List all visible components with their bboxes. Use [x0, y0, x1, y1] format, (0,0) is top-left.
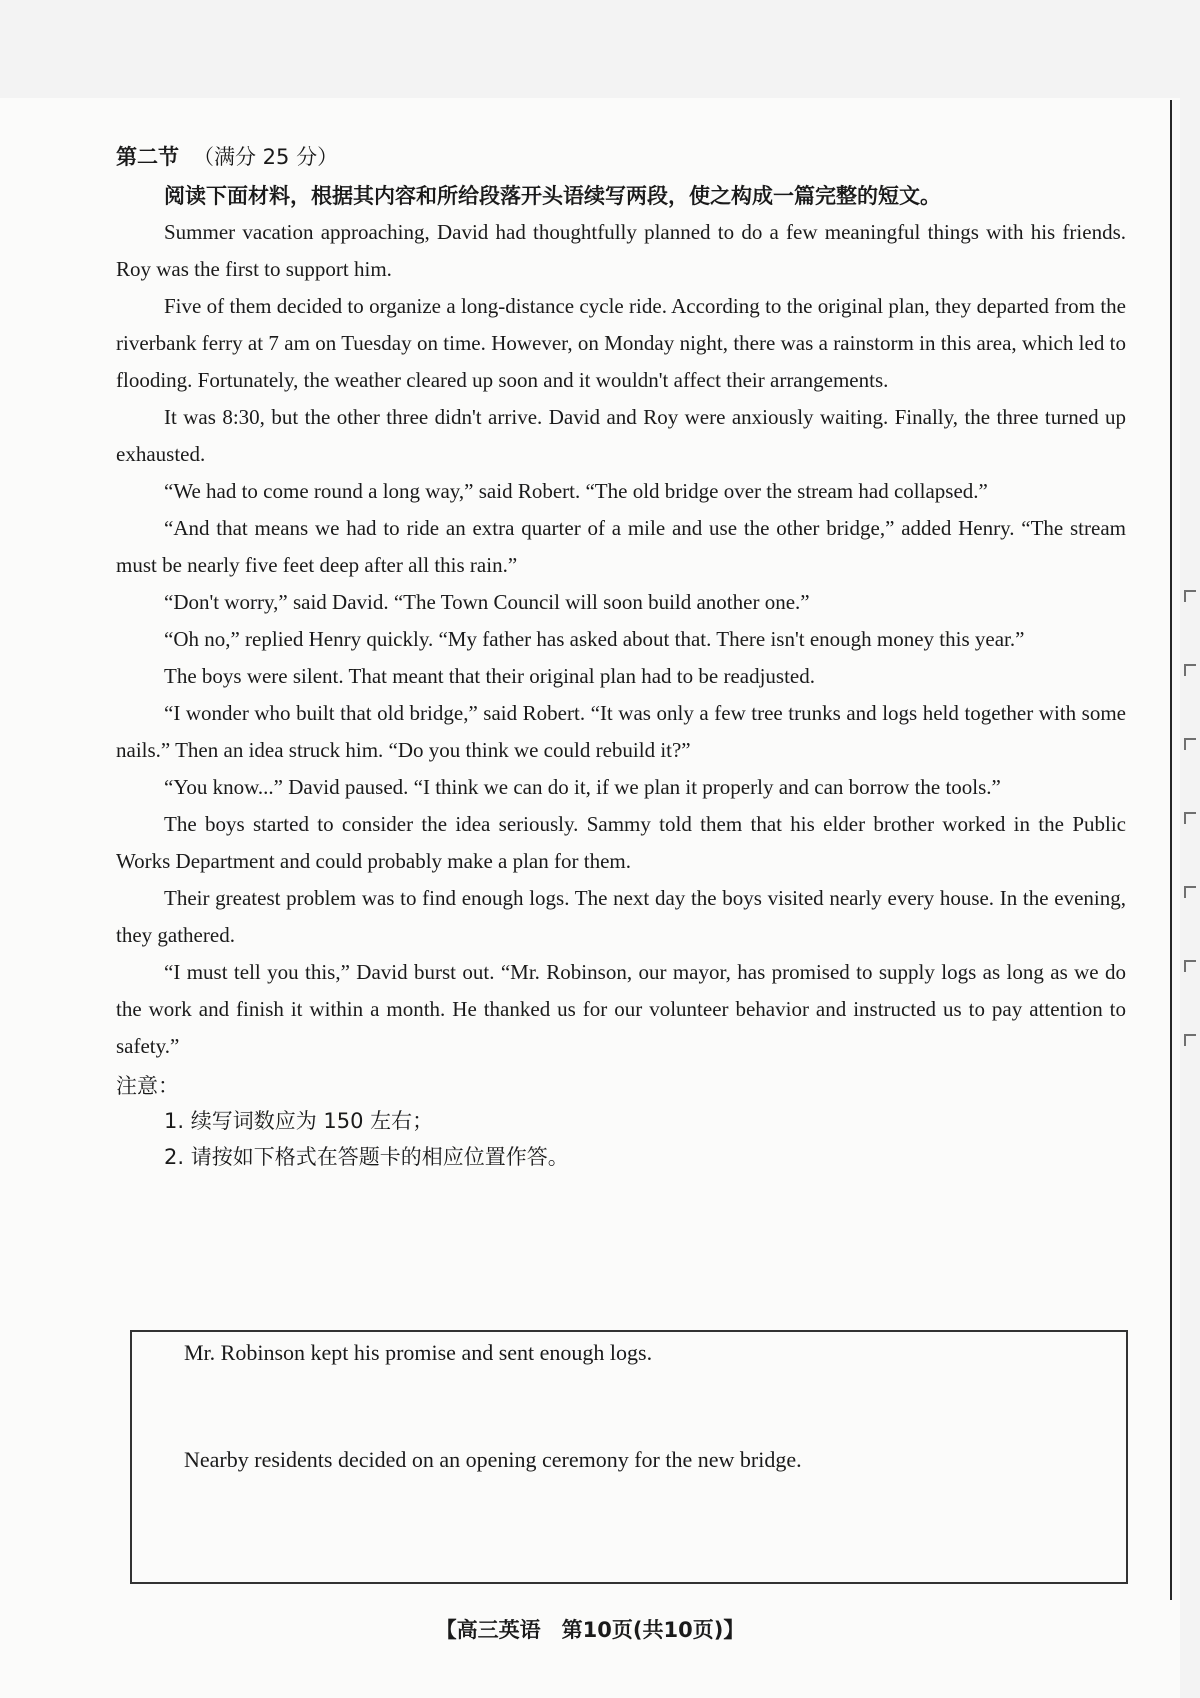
page-footer: 【高三英语 第10页(共10页)】 — [435, 1618, 745, 1642]
story-paragraph: “I wonder who built that old bridge,” said Robert. “It was only a few tree trunks and logs held together with some nails.” Then an idea struck him. “Do you think we could rebuild it?” — [116, 701, 1126, 762]
story-paragraph: “Oh no,” replied Henry quickly. “My father has asked about that. There isn't enough money this year.” — [164, 627, 1025, 651]
continuation-opening-2: Nearby residents decided on an opening ceremony for the new bridge. — [184, 1447, 802, 1472]
margin-mark — [1184, 812, 1196, 824]
exam-content — [116, 142, 1126, 1175]
story-paragraph: It was 8:30, but the other three didn't arrive. David and Roy were anxiously waiting. Finally, the three turned up exhausted. — [116, 405, 1126, 466]
continuation-opening-1: Mr. Robinson kept his promise and sent enough logs. — [184, 1340, 653, 1365]
section-title: 第二节 — [116, 145, 179, 169]
margin-mark — [1184, 738, 1196, 750]
section-heading — [116, 142, 1126, 172]
margin-marks — [1184, 590, 1200, 1108]
margin-mark — [1184, 1034, 1196, 1046]
margin-mark — [1184, 886, 1196, 898]
story-paragraph: “Don't worry,” said David. “The Town Council will soon build another one.” — [164, 590, 810, 614]
story-paragraph: “I must tell you this,” David burst out. “Mr. Robinson, our mayor, has promised to supply logs as long as we do the work and finish it within a month. He thanked us for our volunteer behavior and instructed us to pay attention to safety.” — [116, 960, 1126, 1058]
page-right-border — [1170, 100, 1172, 1600]
section-score: （满分 25 分） — [193, 145, 339, 169]
margin-mark — [1184, 960, 1196, 972]
story-paragraph: Five of them decided to organize a long-distance cycle ride. According to the original plan, they departed from the riverbank ferry at 7 am on Tuesday on time. However, on Monday night, there was a rainstorm in this area, which led to flooding. Fortunately, the weather cleared up soon and it wouldn't affect their arrangements. — [116, 294, 1126, 392]
margin-mark — [1184, 664, 1196, 676]
story-paragraph: The boys started to consider the idea seriously. Sammy told them that his elder brother worked in the Public Works Department and could probably make a plan for them. — [116, 812, 1126, 873]
answer-box — [130, 1330, 1128, 1584]
task-instruction: 阅读下面材料，根据其内容和所给段落开头语续写两段，使之构成一篇完整的短文。 — [164, 184, 941, 208]
story-paragraph: “We had to come round a long way,” said Robert. “The old bridge over the stream had collapsed.” — [164, 479, 988, 503]
story-paragraph: Their greatest problem was to find enough logs. The next day the boys visited nearly every house. In the evening, they gathered. — [116, 886, 1126, 947]
story-paragraph: The boys were silent. That meant that their original plan had to be readjusted. — [164, 664, 815, 688]
story-paragraph: “And that means we had to ride an extra quarter of a mile and use the other bridge,” added Henry. “The stream must be nearly five feet deep after all this rain.” — [116, 516, 1126, 577]
margin-mark — [1184, 590, 1196, 602]
story-paragraph: Summer vacation approaching, David had thoughtfully planned to do a few meaningful things with his friends. Roy was the first to support him. — [116, 220, 1126, 281]
story-paragraph: “You know...” David paused. “I think we can do it, if we plan it properly and can borrow the tools.” — [164, 775, 1001, 799]
note-item: 2. 请按如下格式在答题卡的相应位置作答。 — [164, 1145, 569, 1169]
notes-title: 注意： — [116, 1074, 179, 1098]
note-item: 1. 续写词数应为 150 左右； — [164, 1109, 434, 1133]
